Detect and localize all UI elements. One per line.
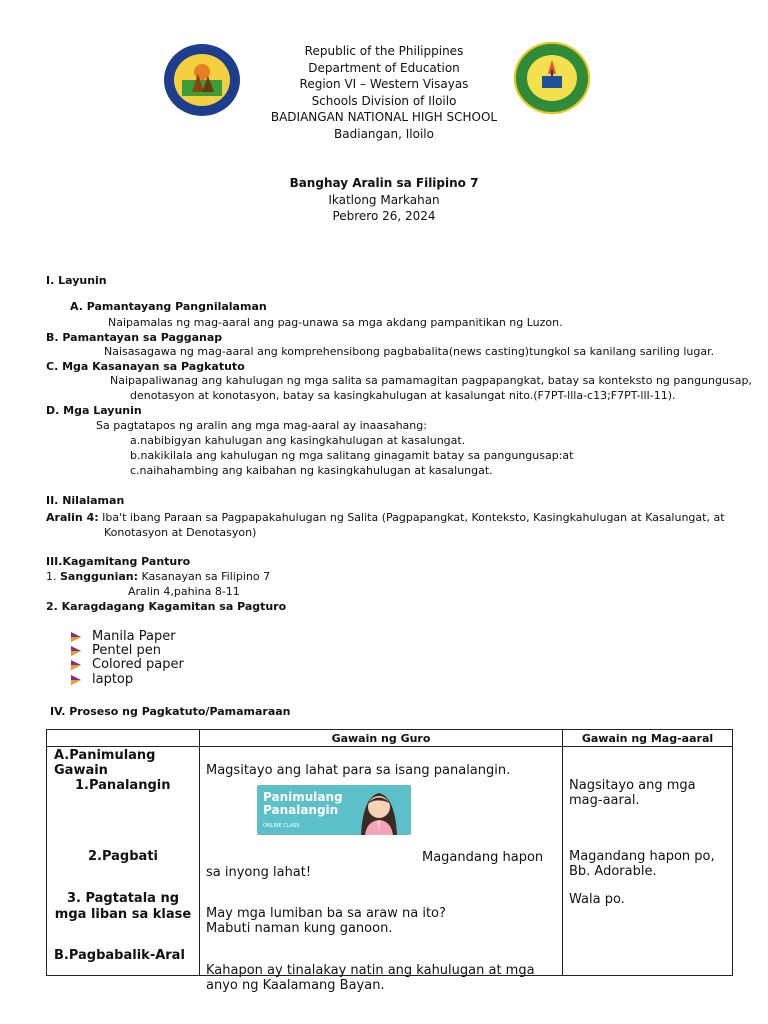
doc-date: Pebrero 26, 2024: [332, 209, 436, 224]
step-pagtatala-line2: mga liban sa klase: [54, 907, 192, 922]
guro-pagbati-line2: sa inyong lahat!: [206, 865, 312, 880]
doc-title: Banghay Aralin sa Filipino 7: [289, 176, 479, 190]
section1-c-text2: denotasyon at konotasyon, batay sa kasingkahulugan at kasalungat nito.(F7PT-llla-c13;F7PT-llI-11).: [130, 389, 676, 402]
doc-quarter: Ikatlong Markahan: [328, 192, 440, 207]
panalangin-image-sub: ONLINE CLASS: [263, 823, 300, 829]
magaaral-pagbati-line1: Magandang hapon po,: [569, 849, 715, 864]
title-block: [234, 175, 534, 225]
table-cell-magaaral: [563, 747, 733, 976]
header-region: Region VI – Western Visayas: [299, 77, 469, 92]
sanggunian-label: Sanggunian:: [60, 570, 139, 583]
step-a-line2: Gawain: [54, 763, 108, 778]
section1-a-heading: A. Pamantayang Pangnilalaman: [70, 300, 267, 313]
step-balik-aral: B.Pagbabalik-Aral: [54, 948, 185, 963]
section1-d-item: a.nabibigyan kahulugan ang kasingkahulugan at kasalungat.: [130, 434, 466, 447]
arrow-bullet-icon: [70, 631, 82, 643]
arrow-bullet-icon: [70, 645, 82, 657]
guro-liban-line2: Mabuti naman kung ganoon.: [206, 921, 393, 936]
header-address: Badiangan, Iloilo: [334, 126, 434, 141]
panalangin-image-title2: Panalangin: [263, 803, 339, 817]
arrow-bullet-icon: [70, 659, 82, 671]
guro-panalangin: Magsitayo ang lahat para sa isang panalangin.: [206, 763, 511, 778]
step-panalangin: 1.Panalangin: [75, 778, 171, 793]
col-guro-header: Gawain ng Guro: [200, 730, 563, 747]
aralin-text-cont: Konotasyon at Denotasyon): [104, 526, 257, 539]
guro-liban: [206, 906, 446, 936]
step-a-line1: A.Panimulang: [54, 748, 156, 763]
deped-logo: [162, 42, 242, 118]
lesson-table: [46, 729, 733, 993]
magaaral-pagbati-line2: Bb. Adorable.: [569, 864, 657, 879]
section1-c-text1: Naipapaliwanag ang kahulugan ng mga salita sa pamamagitan pagpapangkat, batay sa konteksto ng pangungusap,: [110, 374, 752, 387]
header-division: Schools Division of Iloilo: [311, 93, 457, 108]
karagdagang-heading: 2. Karagdagang Kagamitan sa Pagturo: [46, 600, 287, 613]
section1-heading: I. Layunin: [46, 274, 107, 287]
guro-balik-line2: anyo ng Kaalamang Bayan.: [206, 978, 385, 993]
panalangin-image: [257, 785, 411, 835]
magaaral-pagbati: [569, 849, 715, 879]
sanggunian-text2: Aralin 4,pahina 8-11: [128, 585, 240, 598]
header-republic: Republic of the Philippines: [304, 44, 464, 58]
section1-d-heading: D. Mga Layunin: [46, 404, 142, 417]
magaaral-panalangin: [569, 778, 696, 808]
sanggunian-line: [46, 570, 270, 583]
list-item: [70, 657, 184, 672]
step-a: [54, 748, 156, 778]
step-pagtatala-line1: 3. Pagtatala ng: [66, 891, 180, 906]
list-item: [70, 643, 161, 658]
section4-heading: IV. Proseso ng Pagkatuto/Pamamaraan: [50, 705, 291, 718]
list-item-label: Pentel pen: [92, 643, 161, 658]
table-header-empty: [47, 730, 200, 747]
header-block: [234, 43, 534, 143]
list-item: [70, 672, 133, 687]
section2-heading: II. Nilalaman: [46, 494, 125, 507]
section1-b-text: Naisasagawa ng mag-aaral ang komprehensibong pagbabalita(news casting)tungkol sa kanilang sariling lugar.: [104, 345, 715, 358]
list-item-label: Manila Paper: [92, 629, 176, 644]
section3-heading: III.Kagamitang Panturo: [46, 555, 191, 568]
list-item-label: laptop: [92, 672, 134, 687]
table-cell-steps: [47, 747, 200, 976]
guro-balik-line1: Kahapon ay tinalakay natin ang kahulugan at mga: [206, 963, 535, 978]
arrow-bullet-icon: [70, 674, 82, 686]
header-deped: Department of Education: [308, 60, 460, 75]
col-magaaral-header: Gawain ng Mag-aaral: [563, 730, 733, 747]
panalangin-image-title1: Panimulang: [263, 790, 343, 804]
magaaral-panalangin-line2: mag-aaral.: [569, 793, 640, 808]
praying-girl-icon: [353, 787, 405, 835]
section1-c-heading: C. Mga Kasanayan sa Pagkatuto: [46, 360, 245, 373]
step-pagbati: 2.Pagbati: [88, 849, 158, 864]
guro-liban-line1: May mga lumiban ba sa araw na ito?: [206, 906, 446, 921]
table-header-row: [47, 730, 733, 747]
section2-aralin: [46, 511, 725, 524]
section1-d-intro: Sa pagtatapos ng aralin ang mga mag-aaral ay inaasahang:: [96, 419, 427, 432]
section1-a-text: Naipamalas ng mag-aaral ang pag-unawa sa mga akdang pampanitikan ng Luzon.: [108, 316, 563, 329]
aralin-label: Aralin 4:: [46, 511, 99, 524]
section1-b-heading: B. Pamantayan sa Pagganap: [46, 331, 223, 344]
guro-pagbati-line1: Magandang hapon: [422, 850, 544, 865]
sanggunian-num: 1.: [46, 570, 57, 583]
step-pagtatala: [47, 891, 199, 923]
magaaral-panalangin-line1: Nagsitayo ang mga: [569, 778, 696, 793]
aralin-text: Iba't ibang Paraan sa Pagpapakahulugan ng Salita (Pagpapangkat, Konteksto, Kasingkahulugan at Kasalungat, at: [102, 511, 725, 524]
header-school: BADIANGAN NATIONAL HIGH SCHOOL: [270, 110, 498, 125]
guro-balik-aral: [206, 963, 535, 993]
section1-d-item: c.naihahambing ang kaibahan ng kasingkahulugan at kasalungat.: [130, 464, 493, 477]
sanggunian-text: Kasanayan sa Filipino 7: [141, 570, 271, 583]
table-cell-guro: [200, 747, 563, 993]
list-item-label: Colored paper: [92, 657, 184, 672]
section1-d-item: b.nakikilala ang kahulugan ng mga salitang ginagamit batay sa pangungusap:at: [130, 449, 574, 462]
table-row: [47, 747, 733, 976]
list-item: [70, 629, 176, 644]
magaaral-liban: Wala po.: [569, 892, 625, 907]
